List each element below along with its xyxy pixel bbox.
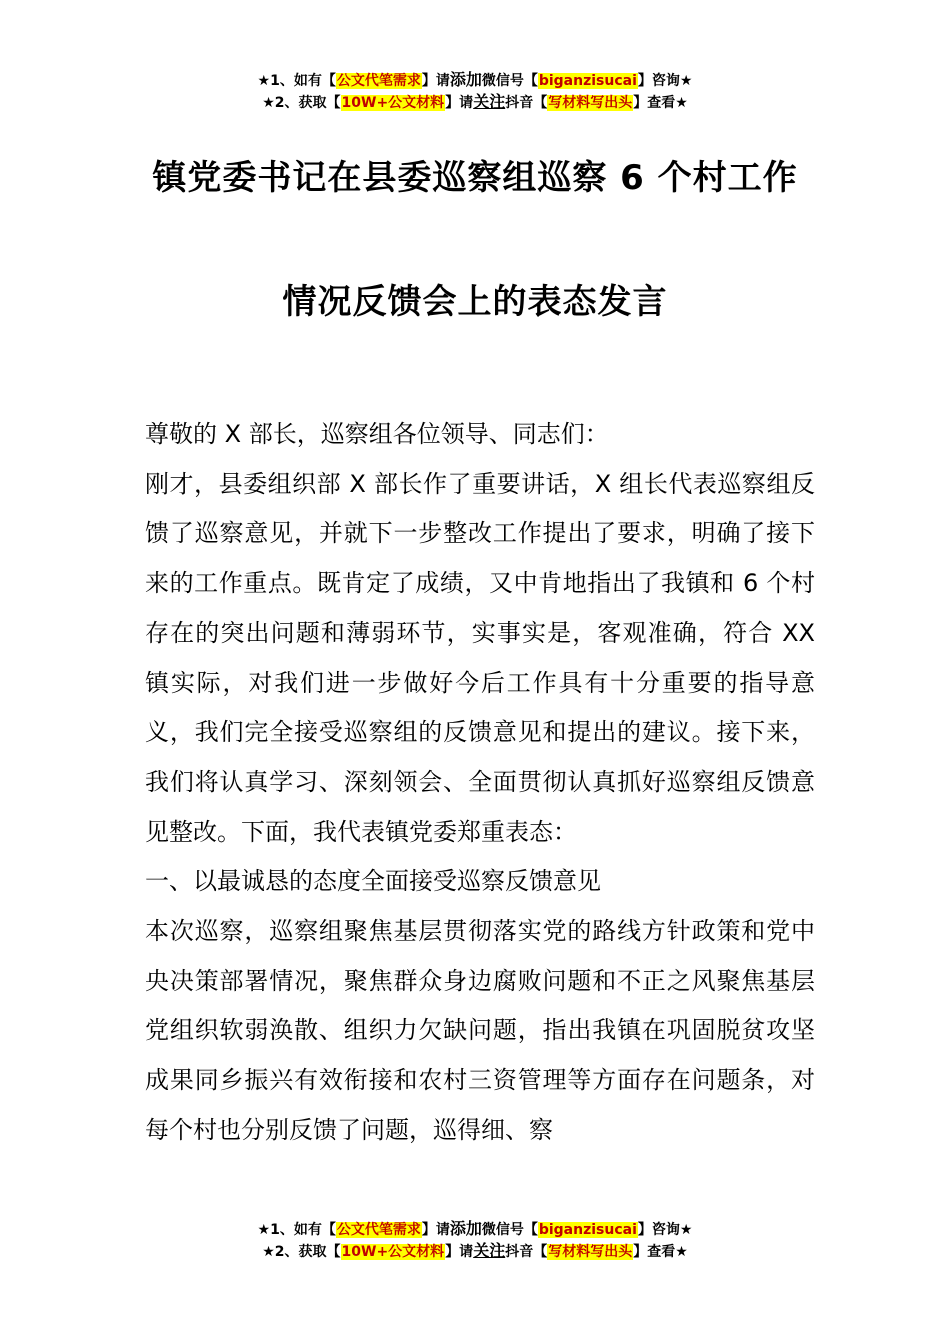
banner-text: ★2、获取【 bbox=[262, 95, 341, 111]
banner-highlight: 公文代笔需求 bbox=[336, 1222, 421, 1238]
banner-text: 】请 bbox=[421, 1222, 450, 1238]
paragraph: 本次巡察，巡察组聚焦基层贯彻落实党的路线方针政策和党中央决策部署情况，聚焦群众身边腐败问题和不正之风聚焦基层党组织软弱涣散、组织力欠缺问题，指出我镇在巩固脱贫攻坚成果同乡振兴有效衔接和农村三资管理等方面存在问题条，对每个村也分别反馈了问题，巡得细、察 bbox=[145, 917, 815, 1144]
footer-banner bbox=[0, 1218, 950, 1262]
banner-douyin-id: 写材料写出头 bbox=[548, 1244, 633, 1260]
banner-text: 】查看★ bbox=[633, 95, 688, 111]
banner-text: 微信号【 bbox=[481, 73, 538, 89]
banner-text: ★1、如有【 bbox=[257, 1222, 336, 1238]
banner-text: 】请 bbox=[421, 73, 450, 89]
salutation: 尊敬的 X 部长，巡察组各位领导、同志们： bbox=[145, 420, 609, 448]
banner-emphasis: 关注 bbox=[473, 92, 506, 111]
document-title-line-1: 镇党委书记在县委巡察组巡察 6 个村工作 bbox=[152, 158, 798, 198]
banner-text: 】请 bbox=[445, 1244, 474, 1260]
banner-line-1 bbox=[0, 69, 950, 91]
banner-wechat-id: biganzisucai bbox=[538, 73, 637, 89]
banner-text: 】查看★ bbox=[633, 1244, 688, 1260]
banner-text: 】请 bbox=[445, 95, 474, 111]
document-title-line-2: 情况反馈会上的表态发言 bbox=[282, 282, 668, 322]
header-banner bbox=[0, 69, 950, 113]
banner-text: 抖音【 bbox=[505, 95, 548, 111]
banner-line-2 bbox=[0, 1240, 950, 1262]
paragraph: 刚才，县委组织部 X 部长作了重要讲话，X 组长代表巡察组反馈了巡察意见，并就下一步整改工作提出了要求，明确了接下来的工作重点。既肯定了成绩，又中肯地指出了我镇和 6 个村存在的突出问题和薄弱环节，实事实是，客观准确，符合 XX 镇实际，对我们进一步做好今后工作具有十分重要的指导意义，我们完全接受巡察组的反馈意见和提出的建议。接下来，我们将认真学习、深刻领会、全面贯彻认真抓好巡察组反馈意见整改。下面，我代表镇党委郑重表态： bbox=[145, 469, 815, 846]
banner-douyin-id: 写材料写出头 bbox=[548, 95, 633, 111]
section-heading: 一、以最诚恳的态度全面接受巡察反馈意见 bbox=[145, 867, 601, 896]
banner-emphasis: 添加 bbox=[449, 1219, 482, 1238]
banner-line-1 bbox=[0, 1218, 950, 1240]
banner-emphasis: 添加 bbox=[449, 70, 482, 89]
document-body bbox=[145, 410, 815, 1156]
banner-text: 微信号【 bbox=[481, 1222, 538, 1238]
banner-emphasis: 关注 bbox=[473, 1241, 506, 1260]
banner-wechat-id: biganzisucai bbox=[538, 1222, 637, 1238]
banner-text: ★2、获取【 bbox=[262, 1244, 341, 1260]
banner-text: 】咨询★ bbox=[637, 73, 693, 89]
banner-highlight: 10W+公文材料 bbox=[341, 95, 445, 111]
banner-text: 】咨询★ bbox=[637, 1222, 693, 1238]
banner-text: ★1、如有【 bbox=[257, 73, 336, 89]
banner-line-2 bbox=[0, 91, 950, 113]
banner-text: 抖音【 bbox=[505, 1244, 548, 1260]
banner-highlight: 公文代笔需求 bbox=[336, 73, 421, 89]
banner-highlight: 10W+公文材料 bbox=[341, 1244, 445, 1260]
